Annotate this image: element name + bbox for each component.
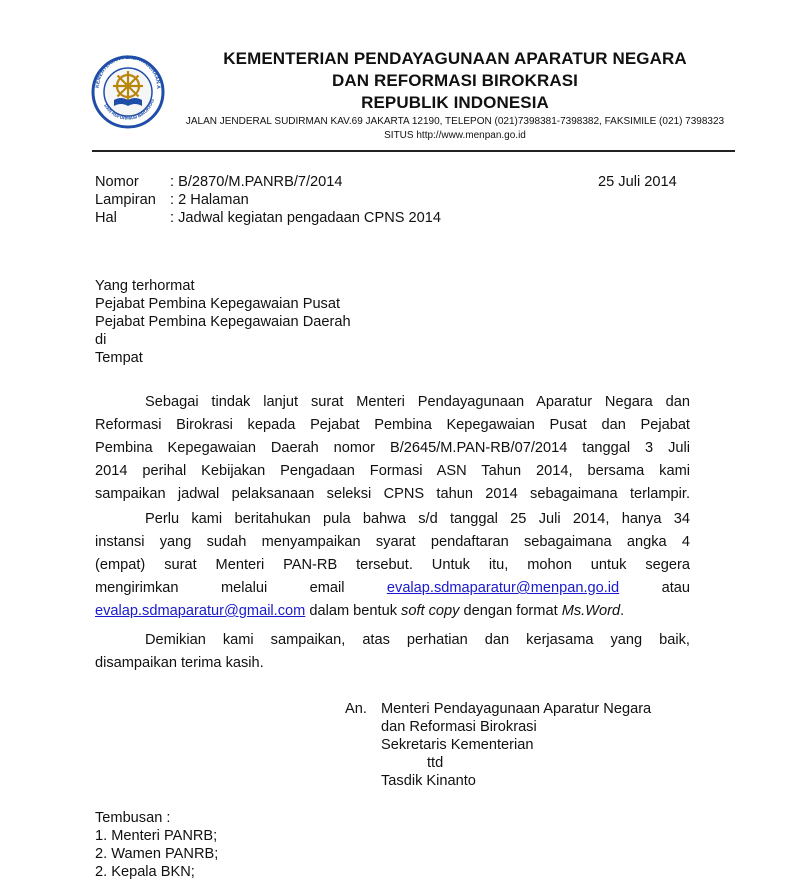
hal-label: Hal xyxy=(95,210,117,226)
cc-item: 2. Kepala BKN; xyxy=(95,864,195,880)
paragraph-line: instansi yang sudah menyampaikan syarat pendaftaran sebagaimana angka 4 xyxy=(95,534,690,550)
paragraph-text: dengan format xyxy=(459,603,562,619)
ms-word-text: Ms.Word xyxy=(561,603,621,619)
paragraph-line: Perlu kami beritahukan pula bahwa s/d tanggal 25 Juli 2014, hanya 34 xyxy=(145,511,690,527)
ministry-name-line3: REPUBLIK INDONESIA xyxy=(361,93,549,112)
paragraph-line: Sebagai tindak lanjut surat Menteri Pendayagunaan Aparatur Negara dan xyxy=(145,394,690,410)
ministry-name-line1: KEMENTERIAN PENDAYAGUNAAN APARATUR NEGARA xyxy=(223,49,687,68)
ministry-name-line2: DAN REFORMASI BIROKRASI xyxy=(332,71,578,90)
recipient-line: di xyxy=(95,332,107,348)
recipient-line: Pejabat Pembina Kepegawaian Daerah xyxy=(95,314,351,330)
recipient-line: Pejabat Pembina Kepegawaian Pusat xyxy=(95,296,341,312)
body-paragraph-1 xyxy=(95,391,690,506)
paragraph-line xyxy=(95,600,690,623)
paragraph-text: atau xyxy=(661,580,690,596)
body-paragraph-3 xyxy=(95,629,690,675)
nomor-value: : B/2870/M.PANRB/7/2014 xyxy=(170,174,343,190)
header-divider xyxy=(92,150,735,152)
paragraph-line: Demikian kami sampaikan, atas perhatian dan kerjasama yang baik, xyxy=(145,632,690,648)
paragraph-text: . xyxy=(620,603,625,619)
signature-ttd: ttd xyxy=(427,755,444,771)
email-link-menpan[interactable]: evalap.sdmaparatur@menpan.go.id xyxy=(386,580,620,596)
signature-title-line1: Menteri Pendayagunaan Aparatur Negara xyxy=(381,701,652,717)
paragraph-line: sampaikan jadwal pelaksanaan seleksi CPNS tahun 2014 sebagaimana terlampir. xyxy=(95,486,690,502)
nomor-label: Nomor xyxy=(95,174,139,190)
lampiran-value: : 2 Halaman xyxy=(170,192,249,208)
body-paragraph-2 xyxy=(95,508,690,623)
signature-title-line2: dan Reformasi Birokrasi xyxy=(381,719,537,735)
paragraph-line xyxy=(95,577,690,600)
cc-title: Tembusan : xyxy=(95,810,171,826)
cc-item: 2. Wamen PANRB; xyxy=(95,846,219,862)
paragraph-line: Reformasi Birokrasi kepada Pejabat Pembina Kepegawaian Pusat dan Pejabat xyxy=(95,417,690,433)
email-link-gmail[interactable]: evalap.sdmaparatur@gmail.com xyxy=(95,603,306,619)
signature-position: Sekretaris Kementerian xyxy=(381,737,534,753)
hal-value: : Jadwal kegiatan pengadaan CPNS 2014 xyxy=(170,210,441,226)
svg-text:DAN REFORMASI BIROKRASI: DAN REFORMASI BIROKRAS xyxy=(103,98,156,121)
cc-item: 1. Menteri PANRB; xyxy=(95,828,218,844)
paragraph-text: mengirimkan melalui email xyxy=(95,580,345,596)
paragraph-text: dalam bentuk xyxy=(305,603,402,619)
ministry-address: JALAN JENDERAL SUDIRMAN KAV.69 JAKARTA 12190, TELEPON (021)7398381-7398382, FAKSIMILE (021) 7398323 xyxy=(185,116,725,127)
ministry-logo xyxy=(90,44,166,140)
signatory-name: Tasdik Kinanto xyxy=(381,773,476,789)
paragraph-line: Pembina Kepegawaian Daerah nomor B/2645/M.PAN-RB/07/2014 tanggal 3 Juli xyxy=(95,440,690,456)
recipient-place: Tempat xyxy=(95,350,143,366)
signature-an: An. xyxy=(345,701,367,717)
paragraph-line: 2014 perihal Kebijakan Pengadaan Formasi ASN Tahun 2014, bersama kami xyxy=(95,463,690,479)
paragraph-line: disampaikan terima kasih. xyxy=(95,655,264,671)
letter-date: 25 Juli 2014 xyxy=(598,174,677,190)
svg-text:KEMENTERIAN PENDAYAGUNAAN APAR: KEMENTERIAN PENDAYAGUNAAN A xyxy=(94,54,162,89)
paragraph-line: (empat) surat Menteri PAN-RB tersebut. Untuk itu, mohon untuk segera xyxy=(95,557,690,573)
recipient-salutation: Yang terhormat xyxy=(95,278,195,294)
ministry-website: SITUS http://www.menpan.go.id xyxy=(384,130,526,141)
lampiran-label: Lampiran xyxy=(95,192,156,208)
soft-copy-text: soft copy xyxy=(401,603,460,619)
